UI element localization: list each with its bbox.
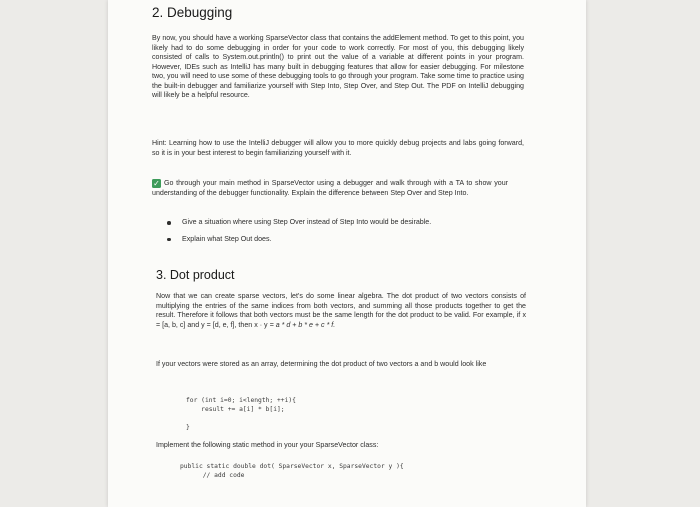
code-block-loop: for (int i=0; i<length; ++i){ result += a[i] * b[i]; } <box>186 397 296 431</box>
section-heading-debugging: 2. Debugging <box>152 5 233 20</box>
task-text: Go through your main method in SparseVector using a debugger and walk through with a TA to show your understanding of the debugger functionality. Explain the difference between Step Over and Step Into. <box>152 179 508 197</box>
dot-product-formula: = a * d + b * e + c * f. <box>269 320 336 329</box>
bullet-icon <box>167 238 171 242</box>
list-item <box>167 235 431 245</box>
document-page <box>108 0 586 507</box>
array-paragraph: If your vectors were stored as an array, determining the dot product of two vectors a and b would look like <box>156 360 487 368</box>
checkbox-checked-icon: ✓ <box>153 179 160 188</box>
task-bullet-list <box>167 218 431 251</box>
section-heading-dot-product: 3. Dot product <box>156 268 235 282</box>
list-item <box>167 218 431 228</box>
dot-product-intro-text: Now that we can create sparse vectors, let's do some linear algebra. The dot product of two vectors consists of multiplying the entries of the same indices from both vectors, and summing all those products together to get the result. Therefore it follows that both vectors must be the same length for the dot product to be valid. For example, if x = [a, b, c] and y = [d, e, f], then x · y <box>156 292 526 329</box>
implement-paragraph: Implement the following static method in your your SparseVector class: <box>156 441 379 449</box>
hint-paragraph: Hint: Learning how to use the IntelliJ debugger will allow you to more quickly debug projects and labs going forward, so it is in your best interest to begin familiarizing yourself with it. <box>152 139 524 157</box>
code-block-method-signature: public static double dot( SparseVector x, SparseVector y ){ // add code <box>180 463 404 479</box>
dot-product-intro-paragraph <box>156 292 526 330</box>
task-paragraph <box>152 179 508 198</box>
debugging-intro-paragraph: By now, you should have a working SparseVector class that contains the addElement method. To get to this point, you likely had to do some debugging in order for your code to work correctly. For most of you, this debugging likely consisted of calls to System.out.println() to print out the value of a variable at different points in your program. However, IDEs such as IntelliJ has many built in debugging features that allow for easier debugging. For milestone two, you will need to use some of these debugging tools to go through your program. Take some time to practice using the built-in debugger and familiarize yourself with Step Into, Step Over, and Step Out. The PDF on IntelliJ debugging will likely be a helpful resource. <box>152 34 524 99</box>
bullet-text: Give a situation where using Step Over instead of Step Into would be desirable. <box>182 218 432 226</box>
bullet-text: Explain what Step Out does. <box>182 234 272 243</box>
bullet-icon <box>167 221 171 225</box>
